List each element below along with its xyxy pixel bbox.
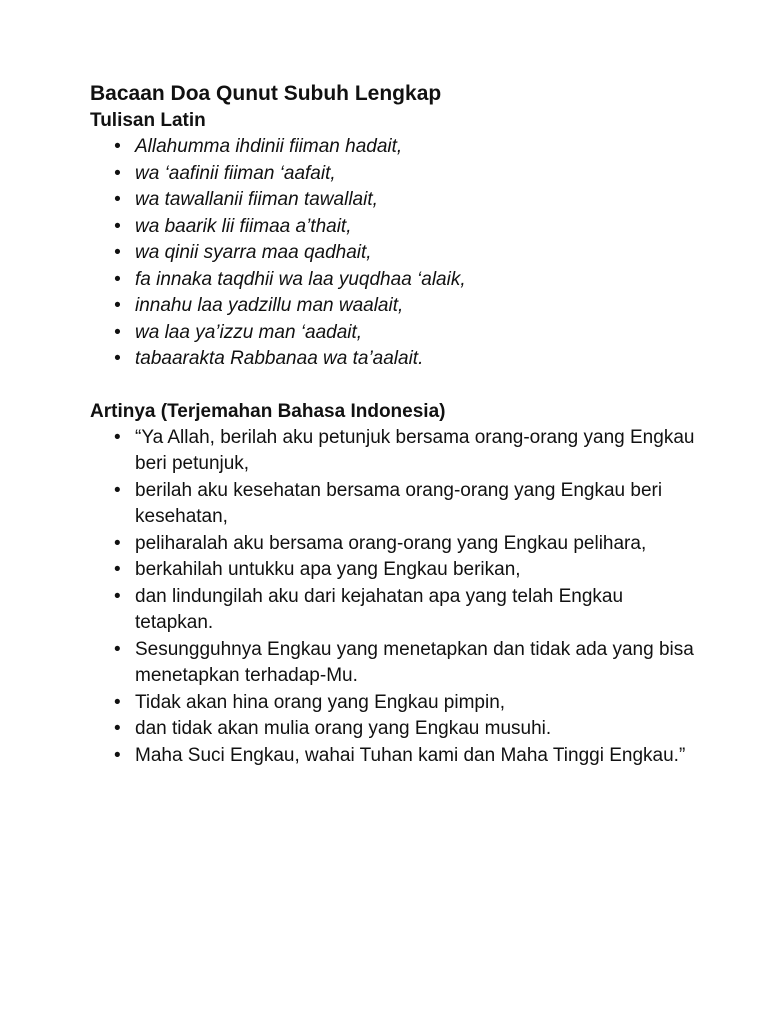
bullet-icon: • [114,638,121,660]
translation-line: peliharalah aku bersama orang-orang yang Engkau pelihara, [135,532,647,554]
latin-line: tabaarakta Rabbanaa wa ta’aalait. [135,348,424,369]
list-item [90,637,700,690]
bullet-icon: • [114,321,121,343]
latin-line: wa baarik lii fiimaa a’thait, [135,215,352,237]
bullet-icon: • [114,189,121,210]
bullet-icon: • [114,242,121,263]
list-item [90,425,700,478]
translation-line: berilah aku kesehatan bersama orang-orang yang Engkau beri kesehatan, [135,479,663,527]
list-item [90,240,700,267]
translation-line: Tidak akan hina orang yang Engkau pimpin, [135,691,506,713]
translation-line: Sesungguhnya Engkau yang menetapkan dan tidak ada yang bisa menetapkan terhadap-Mu. [135,638,694,686]
latin-line: innahu laa yadzillu man waalait, [135,295,404,316]
latin-line: wa laa ya’izzu man ‘aadait, [135,321,363,343]
bullet-icon: • [114,162,121,184]
latin-list [90,134,700,373]
bullet-icon: • [114,479,121,501]
list-item [90,716,700,743]
section-spacer [90,373,700,399]
bullet-icon: • [114,268,121,290]
list-item [90,690,700,717]
bullet-icon: • [114,426,121,448]
document-title: Bacaan Doa Qunut Subuh Lengkap [90,82,442,105]
list-item [90,346,700,373]
translation-line: dan lindungilah aku dari kejahatan apa yang telah Engkau tetapkan. [135,585,624,633]
latin-line: wa qinii syarra maa qadhait, [135,242,372,263]
list-item [90,214,700,241]
list-item [90,320,700,347]
bullet-icon: • [114,559,121,580]
bullet-icon: • [114,348,121,369]
bullet-icon: • [114,532,121,554]
translation-line: Maha Suci Engkau, wahai Tuhan kami dan Maha Tinggi Engkau.” [135,744,686,766]
list-item [90,134,700,161]
bullet-icon: • [114,718,121,739]
latin-line: Allahumma ihdinii fiiman hadait, [135,136,403,157]
list-item [90,187,700,214]
bullet-icon: • [114,136,121,157]
list-item [90,743,700,770]
list-item [90,478,700,531]
translation-line: “Ya Allah, berilah aku petunjuk bersama orang-orang yang Engkau beri petunjuk, [135,426,695,474]
translation-section-heading: Artinya (Terjemahan Bahasa Indonesia) [90,400,446,422]
list-item [90,267,700,294]
bullet-icon: • [114,691,121,713]
translation-list [90,425,700,770]
translation-line: berkahilah untukku apa yang Engkau berikan, [135,559,521,580]
list-item [90,557,700,584]
document-page [90,80,700,769]
latin-line: wa ‘aafinii fiiman ‘aafait, [135,162,336,184]
list-item [90,293,700,320]
list-item [90,161,700,188]
bullet-icon: • [114,215,121,237]
bullet-icon: • [114,295,121,316]
translation-line: dan tidak akan mulia orang yang Engkau musuhi. [135,718,552,739]
latin-line: fa innaka taqdhii wa laa yuqdhaa ‘alaik, [135,268,466,290]
latin-line: wa tawallanii fiiman tawallait, [135,189,378,210]
latin-section-heading: Tulisan Latin [90,110,206,131]
bullet-icon: • [114,744,121,766]
bullet-icon: • [114,585,121,607]
list-item [90,584,700,637]
list-item [90,531,700,558]
